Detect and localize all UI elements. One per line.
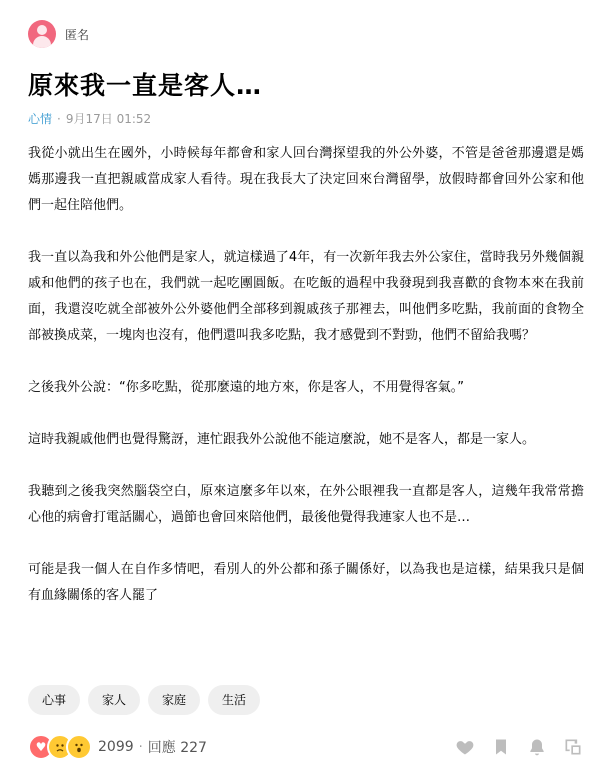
action-bar [454, 736, 584, 758]
stats-separator: · [138, 739, 143, 755]
post-title: 原來我一直是客人… [28, 71, 263, 100]
like-icon[interactable] [454, 736, 476, 758]
tag-chip[interactable]: 生活 [208, 685, 260, 715]
share-icon[interactable] [562, 736, 584, 758]
meta-separator: · [57, 112, 61, 126]
surprised-face-icon [66, 734, 92, 760]
paragraph: 之後我外公說：“你多吃點，從那麼遠的地方來，你是客人，不用覺得客氣。” [28, 380, 464, 395]
post-footer [28, 732, 584, 762]
paragraph: 我從小就出生在國外，小時候每年都會和家人回台灣探望我的外公外婆，不管是爸爸那邊還是媽媽那邊我一直把親戚當成家人看待。現在我長大了決定回來台灣留學，放假時都會回外公家和他們一起住陪他們。 [28, 146, 584, 213]
notification-bell-icon[interactable] [526, 736, 548, 758]
author-name[interactable]: 匿名 [65, 27, 90, 42]
paragraph: 這時我親戚他們也覺得驚訝，連忙跟我外公說他不能這麼說，她不是客人，都是一家人。 [28, 432, 536, 447]
post-content [28, 141, 584, 609]
tag-chip[interactable]: 心事 [28, 685, 80, 715]
tag-chip[interactable]: 家人 [88, 685, 140, 715]
heart-icon: ♥ [28, 734, 54, 760]
avatar[interactable] [28, 20, 56, 48]
paragraph: 我聽到之後我突然腦袋空白，原來這麼多年以來，在外公眼裡我一直都是客人，這幾年我常常擔心他的病會打電話關心，過節也會回來陪他們，最後他覺得我連家人也不是… [28, 484, 584, 525]
comment-count[interactable]: 回應 227 [147, 740, 207, 756]
bookmark-icon[interactable] [490, 736, 512, 758]
post-date: 9月17日 01:52 [65, 112, 152, 126]
tag-chip[interactable]: 家庭 [148, 685, 200, 715]
author-header[interactable] [28, 20, 89, 48]
board-link[interactable]: 心情 [28, 112, 53, 126]
reaction-count: 2099 [98, 739, 134, 755]
reaction-summary[interactable] [28, 734, 134, 760]
paragraph: 我一直以為我和外公他們是家人，就這樣過了4年，有一次新年我去外公家住，當時我另外幾個親戚和他們的孩子也在，我們就一起吃團圓飯。在吃飯的過程中我發現到我喜歡的食物本來在我前面，我還沒吃就全部被外公外婆他們全部移到親戚孩子那裡去，叫他們多吃點，我前面的食物全部被換成菜，一塊肉也沒有，他們還叫我多吃點，我才感覺到不對勁，他們不留給我嗎？ [28, 250, 584, 343]
post-meta [28, 110, 151, 127]
tag-list [28, 685, 260, 715]
paragraph: 可能是我一個人在自作多情吧，看別人的外公都和孫子關係好，以為我也是這樣，結果我只是個有血緣關係的客人罷了 [28, 562, 584, 603]
